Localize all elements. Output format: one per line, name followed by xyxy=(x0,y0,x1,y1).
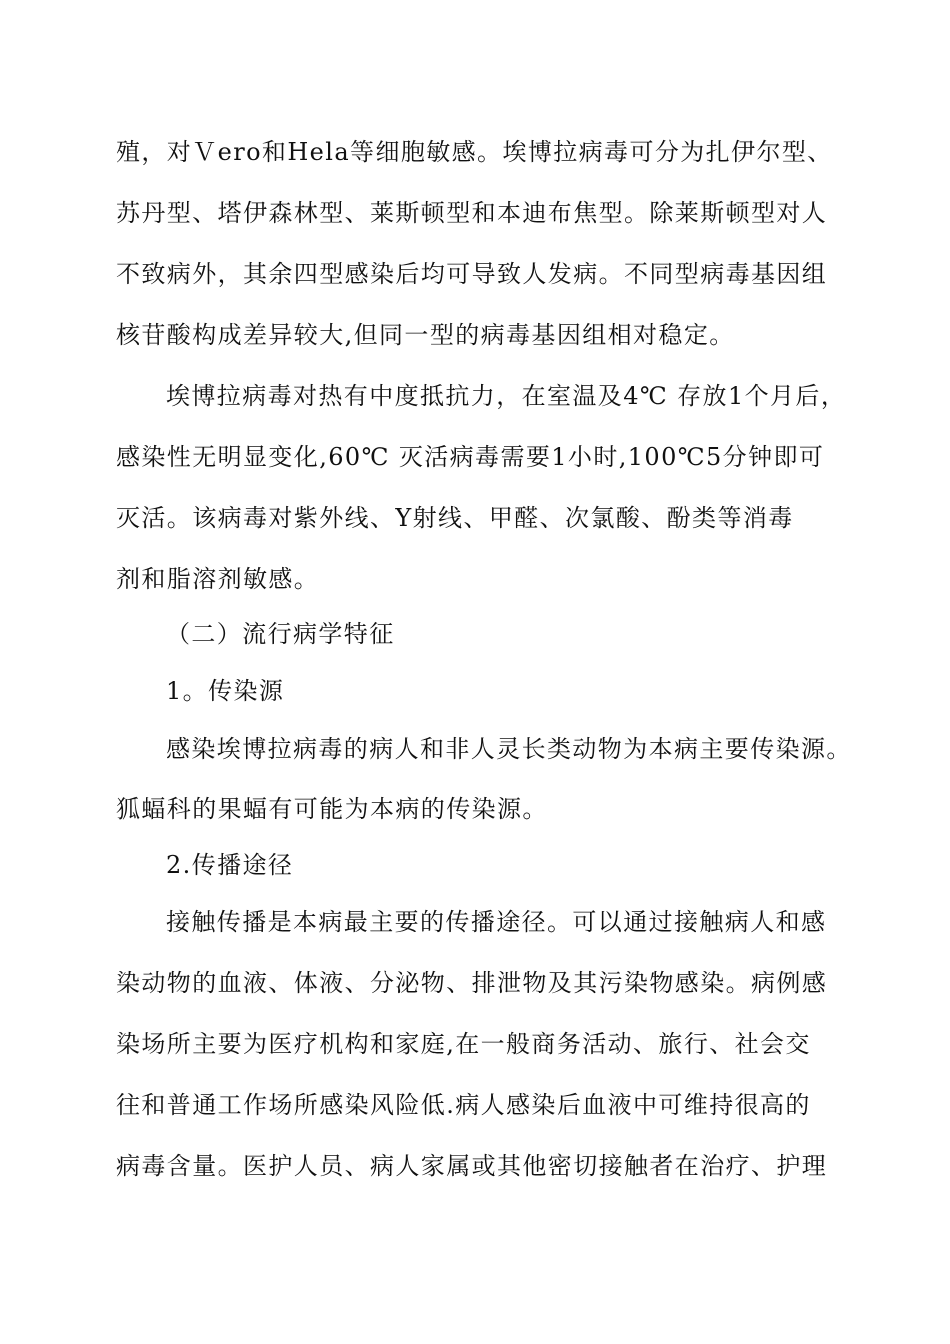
paragraph-line: 苏丹型、塔伊森林型、莱斯顿型和本迪布焦型。除莱斯顿型对人 xyxy=(116,199,828,227)
paragraph-line: 不致病外，其余四型感染后均可导致人发病。不同型病毒基因组 xyxy=(116,260,828,288)
paragraph-line: 染动物的血液、体液、分泌物、排泄物及其污染物感染。病例感 xyxy=(116,969,828,997)
section-heading: （二）流行病学特征 xyxy=(166,620,395,648)
paragraph-line: 狐蝠科的果蝠有可能为本病的传染源。 xyxy=(116,795,548,823)
paragraph-line: 灭活。该病毒对紫外线、Υ射线、甲醛、次氯酸、酚类等消毒 xyxy=(116,504,794,532)
paragraph-line: 殖，对Ｖero和Hela等细胞敏感。埃博拉病毒可分为扎伊尔型、 xyxy=(116,138,833,166)
paragraph-line: 往和普通工作场所感染风险低.病人感染后血液中可维持很高的 xyxy=(116,1091,811,1119)
paragraph-line: 感染埃博拉病毒的病人和非人灵长类动物为本病主要传染源。 xyxy=(166,735,852,763)
paragraph-line: 染场所主要为医疗机构和家庭,在一般商务活动、旅行、社会交 xyxy=(116,1030,811,1058)
paragraph-line: 剂和脂溶剂敏感。 xyxy=(116,565,320,593)
subsection-heading: 2.传播途径 xyxy=(166,851,294,879)
paragraph-line: 埃博拉病毒对热有中度抵抗力，在室温及4℃ 存放1个月后， xyxy=(166,382,847,410)
paragraph-line: 感染性无明显变化,60℃ 灭活病毒需要1小时,100℃5分钟即可 xyxy=(116,443,825,471)
paragraph-line: 病毒含量。医护人员、病人家属或其他密切接触者在治疗、护理 xyxy=(116,1152,828,1180)
paragraph-line: 接触传播是本病最主要的传播途径。可以通过接触病人和感 xyxy=(166,908,827,936)
subsection-heading: 1。传染源 xyxy=(166,677,285,705)
paragraph-line: 核苷酸构成差异较大,但同一型的病毒基因组相对稳定。 xyxy=(116,321,735,349)
